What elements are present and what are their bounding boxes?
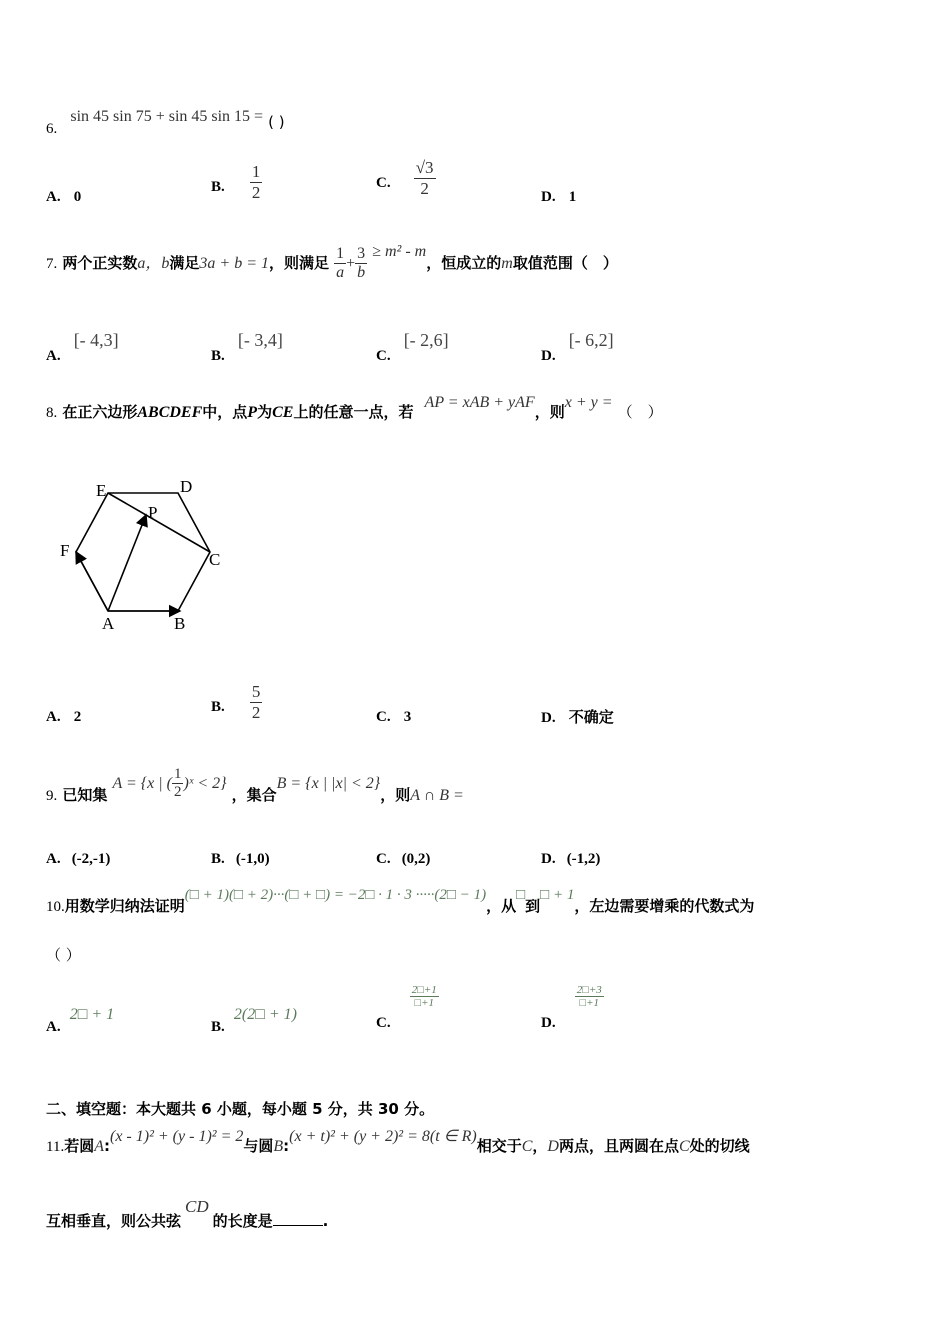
q10-option-c[interactable]: C. $\frac{2□+1}{□+1}$ — [376, 984, 437, 1031]
q6-option-c[interactable]: C. $\frac{√3}{2}$ — [376, 158, 434, 198]
q10-option-a[interactable]: A. 2□ + 1 — [46, 1006, 115, 1035]
label-d: D — [180, 477, 193, 496]
q10-expression: (□ + 1)(□ + 2)···(□ + □) = −2□ · 1 · 3 ·····(2□ − 1) — [184, 887, 487, 903]
q10-option-d-fraction: $\frac{2□+3}{□+1}$ — [576, 984, 602, 1009]
label-b: B — [174, 614, 186, 633]
q6-option-b[interactable]: B. $\frac{1}{2}$ — [211, 162, 261, 202]
q6-option-d[interactable]: D. 1 — [541, 189, 577, 205]
section-2-heading: 二、填空题：本大题共 6 小题，每小题 5 分，共 30 分。 — [46, 1100, 435, 1118]
q7-number: 7. — [46, 256, 58, 272]
vector-af — [76, 552, 108, 611]
q10-number: 10. — [46, 899, 65, 915]
q10-stem: 10.用数学归纳法证明(□ + 1)(□ + 2)···(□ + □) = −2□ · 1 · 3 ·····(2□ − 1)，从□到□ + 1，左边需要增乘的代数式为 — [46, 887, 755, 915]
hexagon-outline — [76, 493, 210, 611]
q11-stem-line2: 互相垂直，则公共弦CD的长度是 . — [46, 1197, 329, 1230]
q9-stem: 9. 已知集 A = {x | ( $\frac{1}{2}$ )ˣ < 2} ，集合B = {x | |x| < 2}，则A ∩ B = — [46, 766, 464, 804]
q8-option-a[interactable]: A. 2 — [46, 709, 82, 725]
q7-stem: 7. 两个正实数a，b满足3a + b = 1，则满足 $\frac{1}{a}$ + $\frac{3}{b}$ ≥ m² - m，恒成立的m取值范围（ ） — [46, 243, 618, 281]
q8-option-b[interactable]: B. $\frac{5}{2}$ — [211, 682, 261, 722]
q7-option-a[interactable]: A. [- 4,3] — [46, 330, 119, 364]
label-e: E — [96, 481, 107, 500]
q10-option-c-fraction: $\frac{2□+1}{□+1}$ — [411, 984, 437, 1009]
q9-option-c[interactable]: C. (0,2) — [376, 851, 431, 867]
q11-number: 11. — [46, 1139, 65, 1155]
q6-number: 6. — [46, 121, 58, 137]
label-p: P — [148, 503, 158, 522]
label-f: F — [60, 541, 70, 560]
label-c: C — [209, 550, 221, 569]
q7-frac-1-over-a: $\frac{1}{a}$ — [336, 245, 345, 281]
q7-frac-3-over-b: $\frac{3}{b}$ — [357, 245, 366, 281]
q10-paren: （ ） — [46, 946, 81, 964]
q9-frac-half: $\frac{1}{2}$ — [173, 766, 182, 800]
q8-option-c[interactable]: C. 3 — [376, 709, 412, 725]
q7-option-d[interactable]: D. [- 6,2] — [541, 330, 614, 364]
q7-option-c[interactable]: C. [- 2,6] — [376, 330, 449, 364]
q7-option-b[interactable]: B. [- 3,4] — [211, 330, 283, 364]
q8-option-b-fraction: $\frac{5}{2}$ — [251, 682, 261, 722]
q6-stem — [46, 106, 285, 137]
q6-option-a[interactable]: A. 0 — [46, 189, 82, 205]
label-a: A — [102, 614, 115, 633]
q8-hexagon-figure — [50, 470, 240, 640]
q10-option-d[interactable]: D. $\frac{2□+3}{□+1}$ — [541, 984, 602, 1031]
q11-stem-line1: 11.若圆A:(x - 1)² + (y - 1)² = 2与圆B:(x + t)² + (y + 2)² = 8(t ∈ R)相交于C，D两点，且两圆在点C处的切线 — [46, 1128, 750, 1155]
q6-paren: ( ) — [268, 113, 285, 131]
q11-answer-blank[interactable] — [273, 1211, 323, 1226]
q6-expression: sin 45 sin 75 + sin 45 sin 15 = — [70, 108, 264, 125]
q8-number: 8. — [46, 405, 58, 421]
q8-option-d[interactable]: D. 不确定 — [541, 708, 614, 726]
q9-option-a[interactable]: A. (-2,-1) — [46, 851, 111, 867]
q9-number: 9. — [46, 788, 58, 804]
q6-option-b-fraction: $\frac{1}{2}$ — [251, 162, 261, 202]
q10-option-b[interactable]: B. 2(2□ + 1) — [211, 1006, 297, 1035]
q9-option-d[interactable]: D. (-1,2) — [541, 851, 601, 867]
q6-option-c-fraction: $\frac{√3}{2}$ — [415, 158, 434, 198]
vector-ap — [108, 515, 146, 611]
q8-stem: 8. 在正六边形ABCDEF中，点P为CE上的任意一点，若 AP = xAB + yAF，则x + y = （ ） — [46, 394, 663, 421]
q9-option-b[interactable]: B. (-1,0) — [211, 851, 270, 867]
